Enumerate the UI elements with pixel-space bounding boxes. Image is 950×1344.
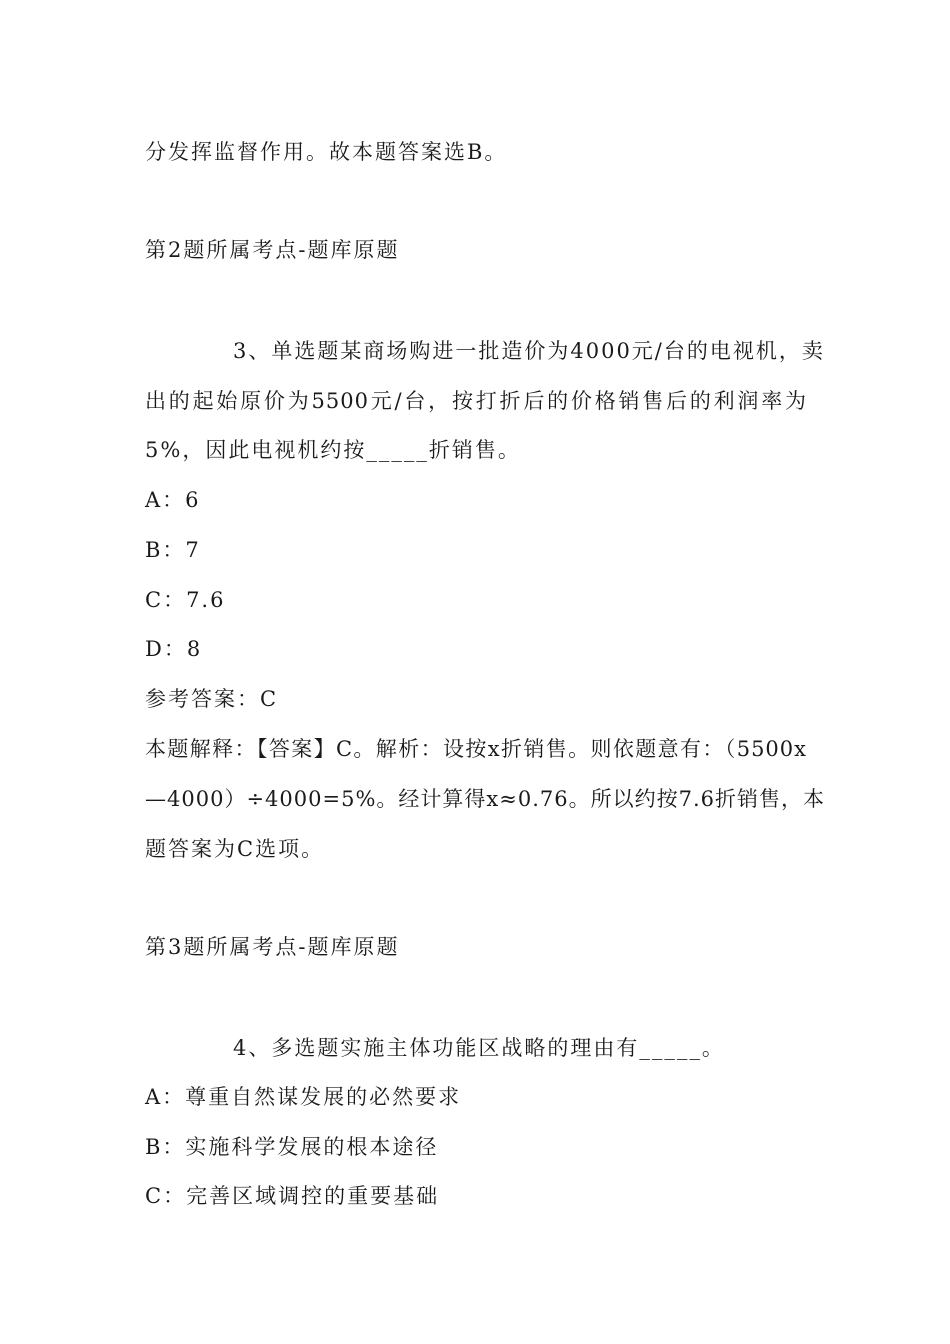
q3-option-b: B：7: [145, 538, 201, 562]
q3-explanation-line-3: 题答案为C选项。: [145, 837, 325, 861]
q2-topic-label: 第2题所属考点-题库原题: [145, 238, 400, 262]
q4-option-b: B：实施科学发展的根本途径: [145, 1135, 439, 1159]
q3-explanation-line-2: —4000）÷4000=5%。经计算得x≈0.76。所以约按7.6折销售，本: [145, 787, 825, 811]
q3-option-a: A：6: [145, 488, 201, 512]
previous-answer-tail: 分发挥监督作用。故本题答案选B。: [145, 140, 508, 164]
q3-option-c: C：7.6: [145, 588, 226, 612]
q3-topic-label: 第3题所属考点-题库原题: [145, 935, 400, 959]
q3-option-d: D：8: [145, 637, 203, 661]
q3-stem-line-1: 3、单选题某商场购进一批造价为4000元/台的电视机，卖: [233, 339, 825, 363]
q4-option-a: A：尊重自然谋发展的必然要求: [145, 1085, 462, 1109]
q3-stem-line-2: 出的起始原价为5500元/台，按打折后的价格销售后的利润率为: [145, 389, 807, 413]
q4-option-c: C：完善区域调控的重要基础: [145, 1184, 440, 1208]
q4-stem: 4、多选题实施主体功能区战略的理由有_____。: [233, 1036, 725, 1060]
q3-reference-answer: 参考答案：C: [145, 687, 279, 711]
q3-explanation-line-1: 本题解释：【答案】C。解析：设按x折销售。则依题意有：（5500x: [145, 737, 807, 761]
q3-stem-line-3: 5%，因此电视机约按_____折销售。: [145, 438, 521, 462]
